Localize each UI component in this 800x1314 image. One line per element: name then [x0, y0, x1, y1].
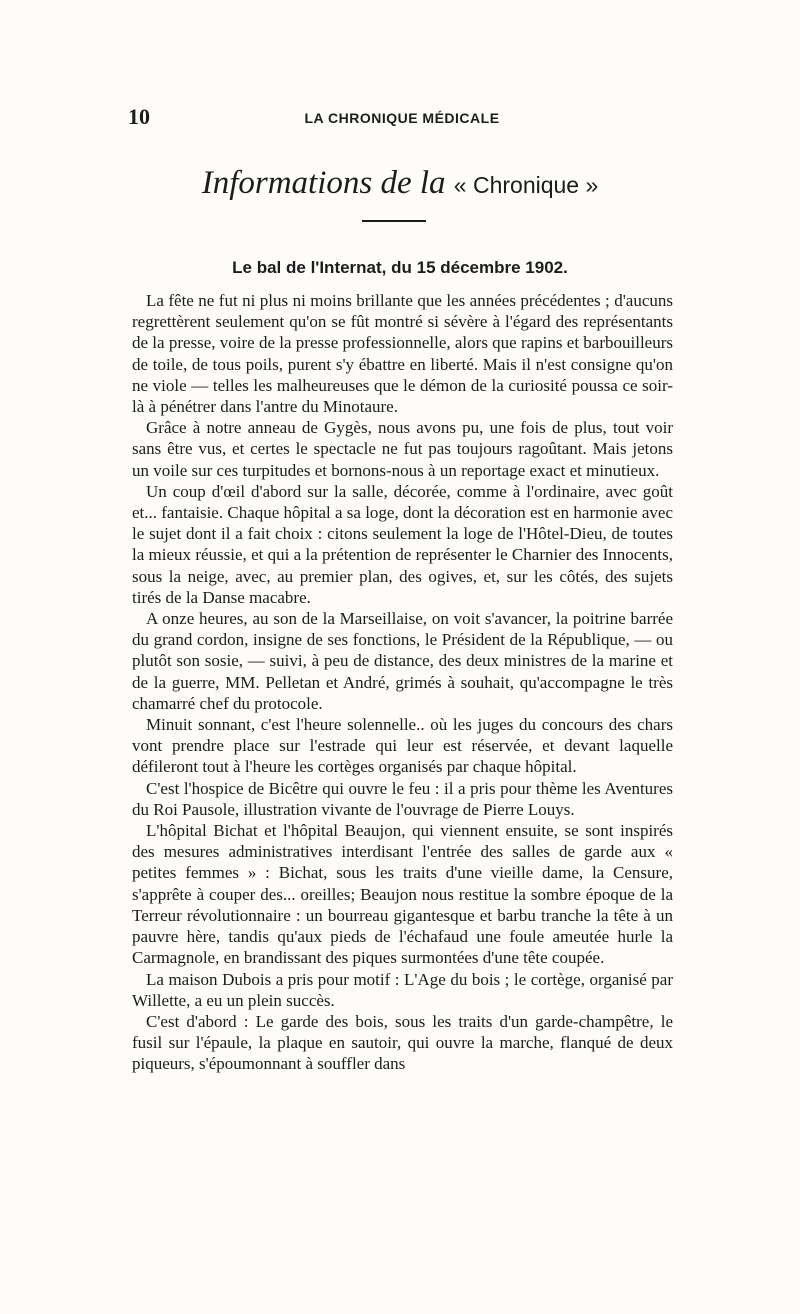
article-body — [132, 290, 673, 1075]
paragraph: C'est l'hospice de Bicêtre qui ouvre le feu : il a pris pour thème les Aventures du Roi Pausole, illustration vivante de l'ouvrage de Pierre Louys. — [132, 778, 673, 819]
article-title: Le bal de l'Internat, du 15 décembre 1902. — [232, 258, 568, 277]
running-title: LA CHRONIQUE MÉDICALE — [304, 110, 500, 126]
section-title-chronique: « Chronique » — [453, 172, 599, 198]
page-header — [128, 104, 672, 134]
page-number: 10 — [128, 104, 150, 129]
section-title-italic: Informations de la — [201, 165, 446, 201]
paragraph: Minuit sonnant, c'est l'heure solennelle.. où les juges du concours des chars vont prendre place sur l'estrade qui leur est réservée, et devant laquelle défileront tout à l'heure les cortèges organisés par chaque hôpital. — [132, 715, 673, 777]
section-divider — [362, 220, 426, 222]
paragraph: La maison Dubois a pris pour motif : L'Age du bois ; le cortège, organisé par Willette, a eu un plein succès. — [132, 969, 673, 1010]
section-title — [0, 165, 800, 202]
paragraph: C'est d'abord : Le garde des bois, sous les traits d'un garde-champêtre, le fusil sur l'épaule, la plaque en sautoir, qui ouvre la marche, flanqué de deux piqueurs, s'époumonnant à souffler dans — [132, 1011, 673, 1074]
paragraph: A onze heures, au son de la Marseillaise, on voit s'avancer, la poitrine barrée du grand cordon, insigne de ses fonctions, le Président de la République, — ou plutôt son sosie, — suivi, à peu de distance, des deux ministres de la marine et de la guerre, MM. Pelletan et André, grimés à souhait, qu'accompagne le très chamarré chef du protocole. — [132, 609, 673, 713]
paragraph: Un coup d'œil d'abord sur la salle, décorée, comme à l'ordinaire, avec goût et... fantaisie. Chaque hôpital a sa loge, dont la décoration est en harmonie avec le sujet dont il a fait choix : citons seulement la loge de l'Hôtel-Dieu, de toutes la mieux réussie, et qui a la prétention de représenter le Charnier des Innocents, sous la neige, avec, au premier plan, des ogives, et, sur les côtés, des sujets tirés de la Danse macabre. — [132, 481, 673, 607]
paragraph: La fête ne fut ni plus ni moins brillante que les années précédentes ; d'aucuns regrettèrent seulement qu'on se fût montré si sévère à l'égard des représentants de la presse, voire de la presse professionnelle, alors que rapins et barbouilleurs de toile, de tous poils, purent s'y ébattre en liberté. Mais il n'est consigne qu'on ne viole — telles les malheureuses que le démon de la curiosité poussa ce soir-là à pénétrer dans l'antre du Minotaure. — [132, 291, 673, 417]
paragraph: L'hôpital Bichat et l'hôpital Beaujon, qui viennent ensuite, se sont inspirés des mesures administratives interdisant l'entrée des salles de garde aux « petites femmes » : Bichat, sous les traits d'une vieille dame, la Censure, s'apprête à couper des... oreilles; Beaujon nous restitue la sombre époque de la Terreur révolutionnaire : un bourreau gigantesque et barbu tranche la tête à un pauvre hère, tandis qu'aux pieds de l'échafaud une foule ameutée hurle la Carmagnole, en brandissant des piques surmontées d'une tête coupée. — [132, 821, 673, 968]
paragraph: Grâce à notre anneau de Gygès, nous avons pu, une fois de plus, tout voir sans être vus, et certes le spectacle ne fut pas toujours ragoûtant. Mais jetons un voile sur ces turpitudes et bornons-nous à un reportage exact et minutieux. — [132, 418, 673, 480]
